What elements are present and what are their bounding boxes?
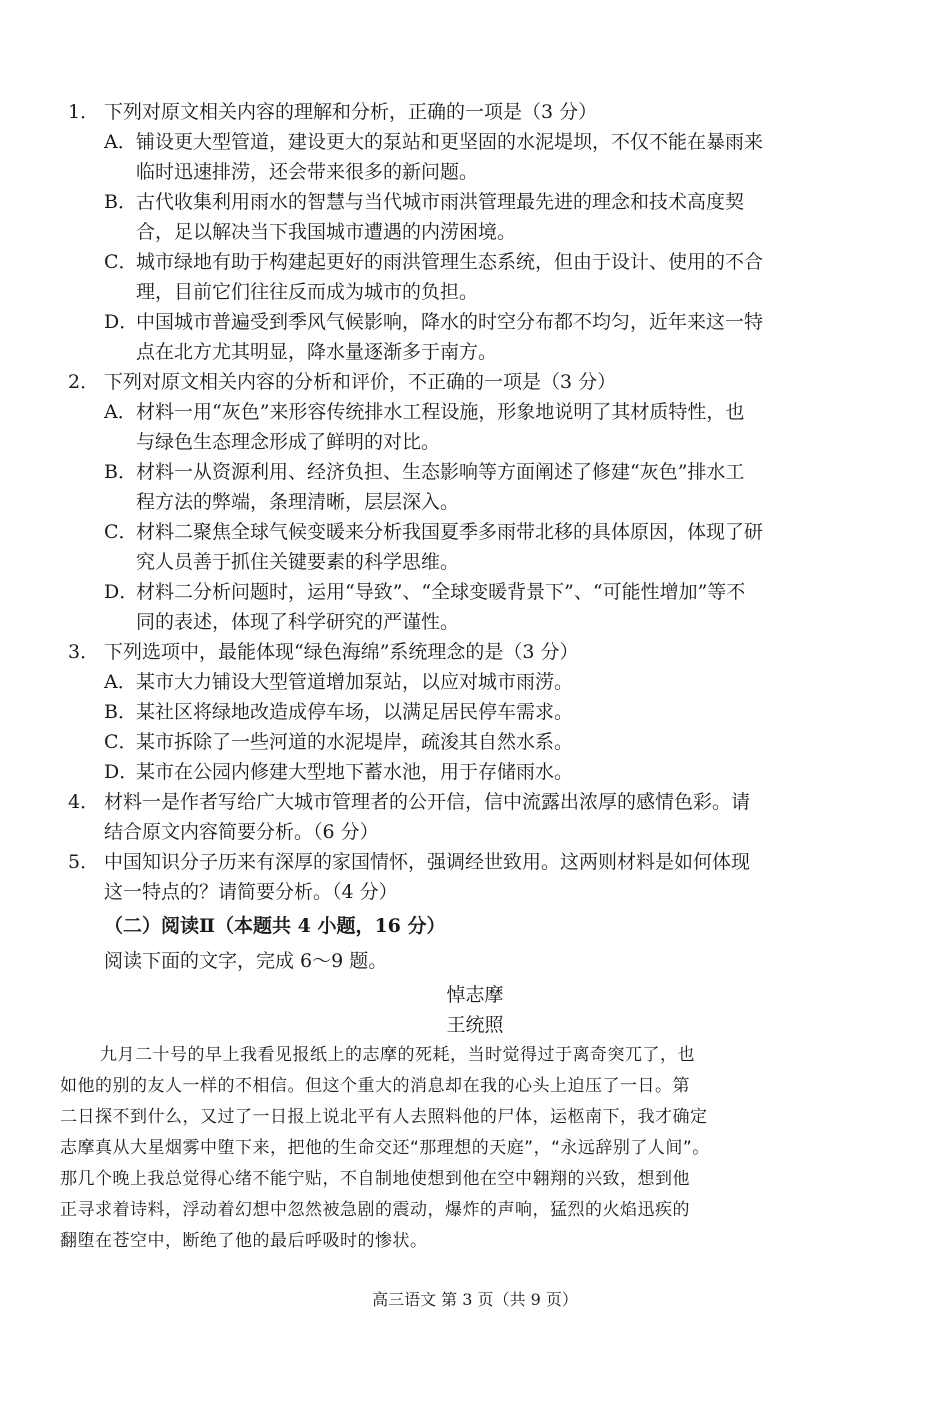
question-3-option-c: [104, 727, 844, 757]
question-2-option-d: [104, 577, 844, 637]
question-1-option-d: [104, 307, 844, 367]
article-line: 九月二十号的早上我看见报纸上的志摩的死耗，当时觉得过于离奇突兀了，也: [100, 1045, 695, 1065]
question-stem: 材料一是作者写给广大城市管理者的公开信，信中流露出浓厚的感情色彩。请: [104, 791, 751, 813]
option-text: 城市绿地有助于构建起更好的雨洪管理生态系统，但由于设计、使用的不合: [136, 251, 764, 273]
option-text: 材料二分析问题时，运用“导致”、“全球变暖背景下”、“可能性增加”等不: [136, 581, 746, 603]
question-number: 1．: [68, 101, 100, 123]
option-letter: D．: [104, 581, 139, 603]
question-5: [68, 847, 848, 877]
option-letter: A．: [104, 671, 137, 693]
article-author: 王统照: [446, 1014, 504, 1036]
question-3-option-b: [104, 697, 844, 727]
question-number: 4．: [68, 791, 100, 813]
option-text-continued: 究人员善于抓住关键要素的科学思维。: [136, 551, 460, 573]
option-text: 古代收集利用雨水的智慧与当代城市雨洪管理最先进的理念和技术高度契: [136, 191, 745, 213]
question-5-continued: [104, 877, 884, 907]
question-2: [68, 367, 848, 397]
question-stem-continued: 这一特点的？请简要分析。（4 分）: [104, 881, 398, 903]
option-letter: C．: [104, 251, 138, 273]
option-text-continued: 理，目前它们往往反而成为城市的负担。: [136, 281, 479, 303]
question-4: [68, 787, 848, 817]
question-stem: 下列对原文相关内容的分析和评价，不正确的一项是（3 分）: [104, 371, 617, 393]
option-text-continued: 点在北方尤其明显，降水量逐渐多于南方。: [136, 341, 498, 363]
option-letter: B．: [104, 191, 137, 213]
question-3: [68, 637, 848, 667]
question-2-option-c: [104, 517, 844, 577]
option-text: 某社区将绿地改造成停车场，以满足居民停车需求。: [136, 701, 574, 723]
question-number: 2．: [68, 371, 100, 393]
question-stem-continued: 结合原文内容简要分析。（6 分）: [104, 821, 379, 843]
option-letter: B．: [104, 461, 137, 483]
article-line: 二日探不到什么，又过了一日报上说北平有人去照料他的尸体，运柩南下，我才确定: [60, 1107, 708, 1127]
option-text: 中国城市普遍受到季风气候影响，降水的时空分布都不均匀，近年来这一特: [136, 311, 764, 333]
option-text-continued: 合，足以解决当下我国城市遭遇的内涝困境。: [136, 221, 517, 243]
page-footer: 高三语文 第 3 页（共 9 页）: [372, 1290, 578, 1309]
option-letter: D．: [104, 761, 139, 783]
question-3-option-a: [104, 667, 844, 697]
reading-intro: 阅读下面的文字，完成 6～9 题。: [104, 950, 388, 972]
option-text: 某市拆除了一些河道的水泥堤岸，疏浚其自然水系。: [136, 731, 574, 753]
option-text-continued: 临时迅速排涝，还会带来很多的新问题。: [136, 161, 479, 183]
option-text-continued: 程方法的弊端，条理清晰，层层深入。: [136, 491, 460, 513]
option-text: 材料一从资源利用、经济负担、生态影响等方面阐述了修建“灰色”排水工: [136, 461, 745, 483]
question-1: [68, 97, 848, 127]
question-number: 3．: [68, 641, 100, 663]
article-line: 正寻求着诗料，浮动着幻想中忽然被急剧的震动，爆炸的声响，猛烈的火焰迅疾的: [60, 1200, 690, 1220]
question-stem: 中国知识分子历来有深厚的家国情怀，强调经世致用。这两则材料是如何体现: [104, 851, 751, 873]
option-text: 某市在公园内修建大型地下蓄水池，用于存储雨水。: [136, 761, 574, 783]
article-body: [60, 1040, 840, 1257]
option-text-continued: 同的表述，体现了科学研究的严谨性。: [136, 611, 460, 633]
question-2-option-a: [104, 397, 844, 457]
question-number: 5．: [68, 851, 100, 873]
question-3-option-d: [104, 757, 844, 787]
option-letter: C．: [104, 521, 138, 543]
option-text: 材料一用“灰色”来形容传统排水工程设施，形象地说明了其材质特性，也: [136, 401, 745, 423]
article-line: 翻堕在苍空中，断绝了他的最后呼吸时的惨状。: [60, 1231, 428, 1251]
question-1-option-a: [104, 127, 844, 187]
question-1-option-b: [104, 187, 844, 247]
option-text: 材料二聚焦全球气候变暖来分析我国夏季多雨带北移的具体原因，体现了研: [136, 521, 764, 543]
question-stem: 下列对原文相关内容的理解和分析，正确的一项是（3 分）: [104, 101, 598, 123]
option-letter: A．: [104, 131, 137, 153]
question-2-option-b: [104, 457, 844, 517]
option-text-continued: 与绿色生态理念形成了鲜明的对比。: [136, 431, 441, 453]
question-4-continued: [104, 817, 884, 847]
article-line: 那几个晚上我总觉得心绪不能宁贴，不自制地使想到他在空中翱翔的兴致，想到他: [60, 1169, 690, 1189]
option-letter: D．: [104, 311, 139, 333]
option-letter: C．: [104, 731, 138, 753]
article-title: 悼志摩: [446, 984, 504, 1006]
option-letter: B．: [104, 701, 137, 723]
article-line: 志摩真从大星烟雾中堕下来，把他的生命交还“那理想的天庭”，“永远辞别了人间”。: [60, 1138, 710, 1158]
option-letter: A．: [104, 401, 137, 423]
question-1-option-c: [104, 247, 844, 307]
question-stem: 下列选项中，最能体现“绿色海绵”系统理念的是（3 分）: [104, 641, 579, 663]
option-text: 铺设更大型管道，建设更大的泵站和更坚固的水泥堤坝，不仅不能在暴雨来: [136, 131, 764, 153]
article-line: 如他的别的友人一样的不相信。但这个重大的消息却在我的心头上迫压了一日。第: [60, 1076, 690, 1096]
option-text: 某市大力铺设大型管道增加泵站，以应对城市雨涝。: [136, 671, 574, 693]
section-heading: （二）阅读Ⅱ（本题共 4 小题，16 分）: [104, 915, 446, 937]
